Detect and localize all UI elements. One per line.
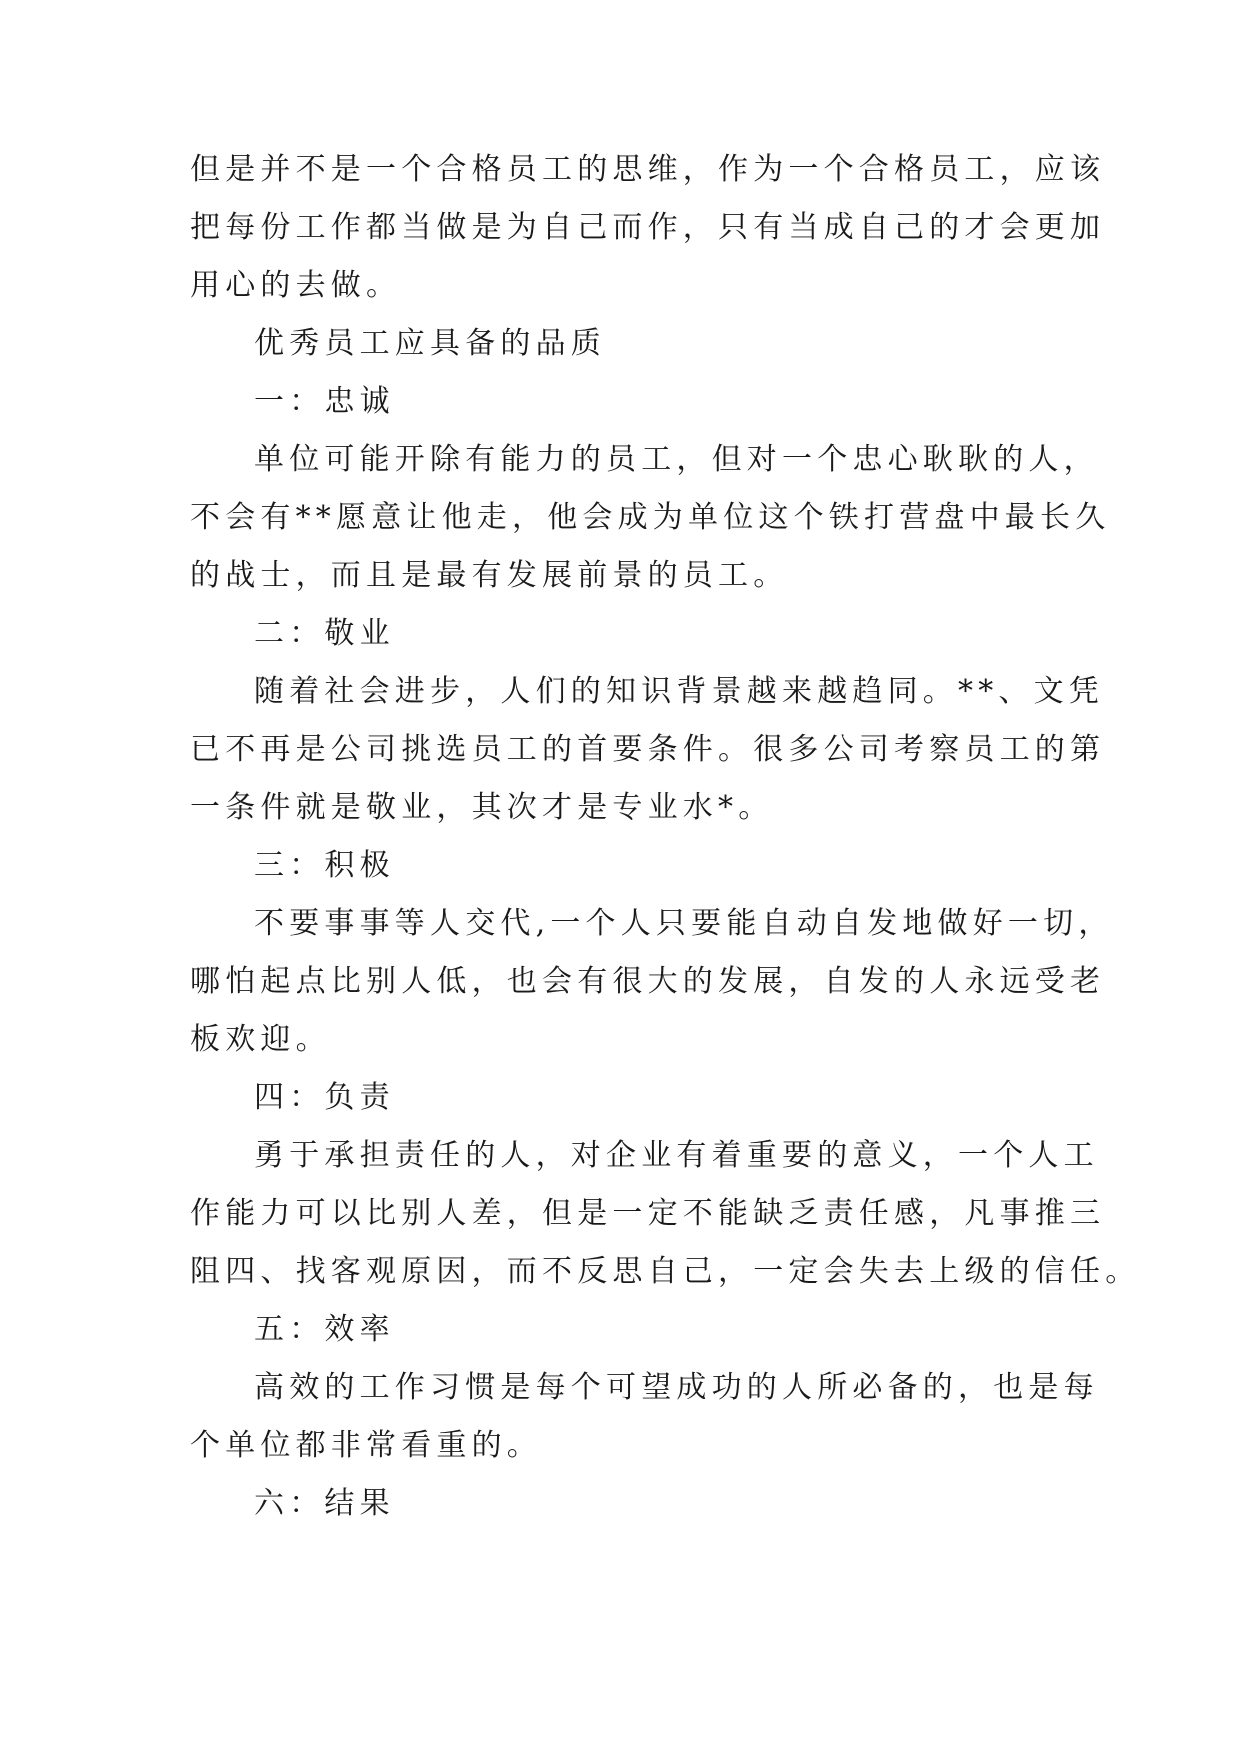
subheading-results: 六：结果 <box>254 1486 395 1521</box>
paragraph-line: 把每份工作都当做是为自己而作，只有当成自己的才会更加 <box>190 210 1106 245</box>
paragraph-line: 板欢迎。 <box>190 1022 331 1057</box>
subheading-responsibility: 四：负责 <box>254 1080 395 1115</box>
paragraph-line: 单位可能开除有能力的员工，但对一个忠心耿耿的人， <box>254 442 1099 477</box>
subheading-loyalty: 一：忠诚 <box>254 384 395 419</box>
paragraph-line: 一条件就是敬业，其次才是专业水*。 <box>190 790 774 825</box>
paragraph-line: 随着社会进步，人们的知识背景越来越趋同。**、文凭 <box>254 674 1104 709</box>
paragraph-line: 但是并不是一个合格员工的思维，作为一个合格员工，应该 <box>190 152 1106 187</box>
paragraph-line: 勇于承担责任的人，对企业有着重要的意义，一个人工 <box>254 1138 1099 1173</box>
subheading-proactive: 三：积极 <box>254 848 395 883</box>
paragraph-line: 个单位都非常看重的。 <box>190 1428 542 1463</box>
paragraph-line: 不会有**愿意让他走，他会成为单位这个铁打营盘中最长久 <box>190 500 1111 535</box>
paragraph-line: 已不再是公司挑选员工的首要条件。很多公司考察员工的第 <box>190 732 1106 767</box>
section-heading: 优秀员工应具备的品质 <box>254 326 606 361</box>
paragraph-line: 的战士，而且是最有发展前景的员工。 <box>190 558 789 593</box>
paragraph-line: 高效的工作习惯是每个可望成功的人所必备的，也是每 <box>254 1370 1099 1405</box>
paragraph-line: 作能力可以比别人差，但是一定不能缺乏责任感，凡事推三 <box>190 1196 1106 1231</box>
paragraph-line: 不要事事等人交代,一个人只要能自动自发地做好一切， <box>254 906 1114 941</box>
subheading-dedication: 二：敬业 <box>254 616 395 651</box>
paragraph-line: 哪怕起点比别人低，也会有很大的发展，自发的人永远受老 <box>190 964 1106 999</box>
paragraph-line: 阻四、找客观原因，而不反思自己，一定会失去上级的信任。 <box>190 1254 1141 1289</box>
paragraph-line: 用心的去做。 <box>190 268 402 303</box>
subheading-efficiency: 五：效率 <box>254 1312 395 1347</box>
